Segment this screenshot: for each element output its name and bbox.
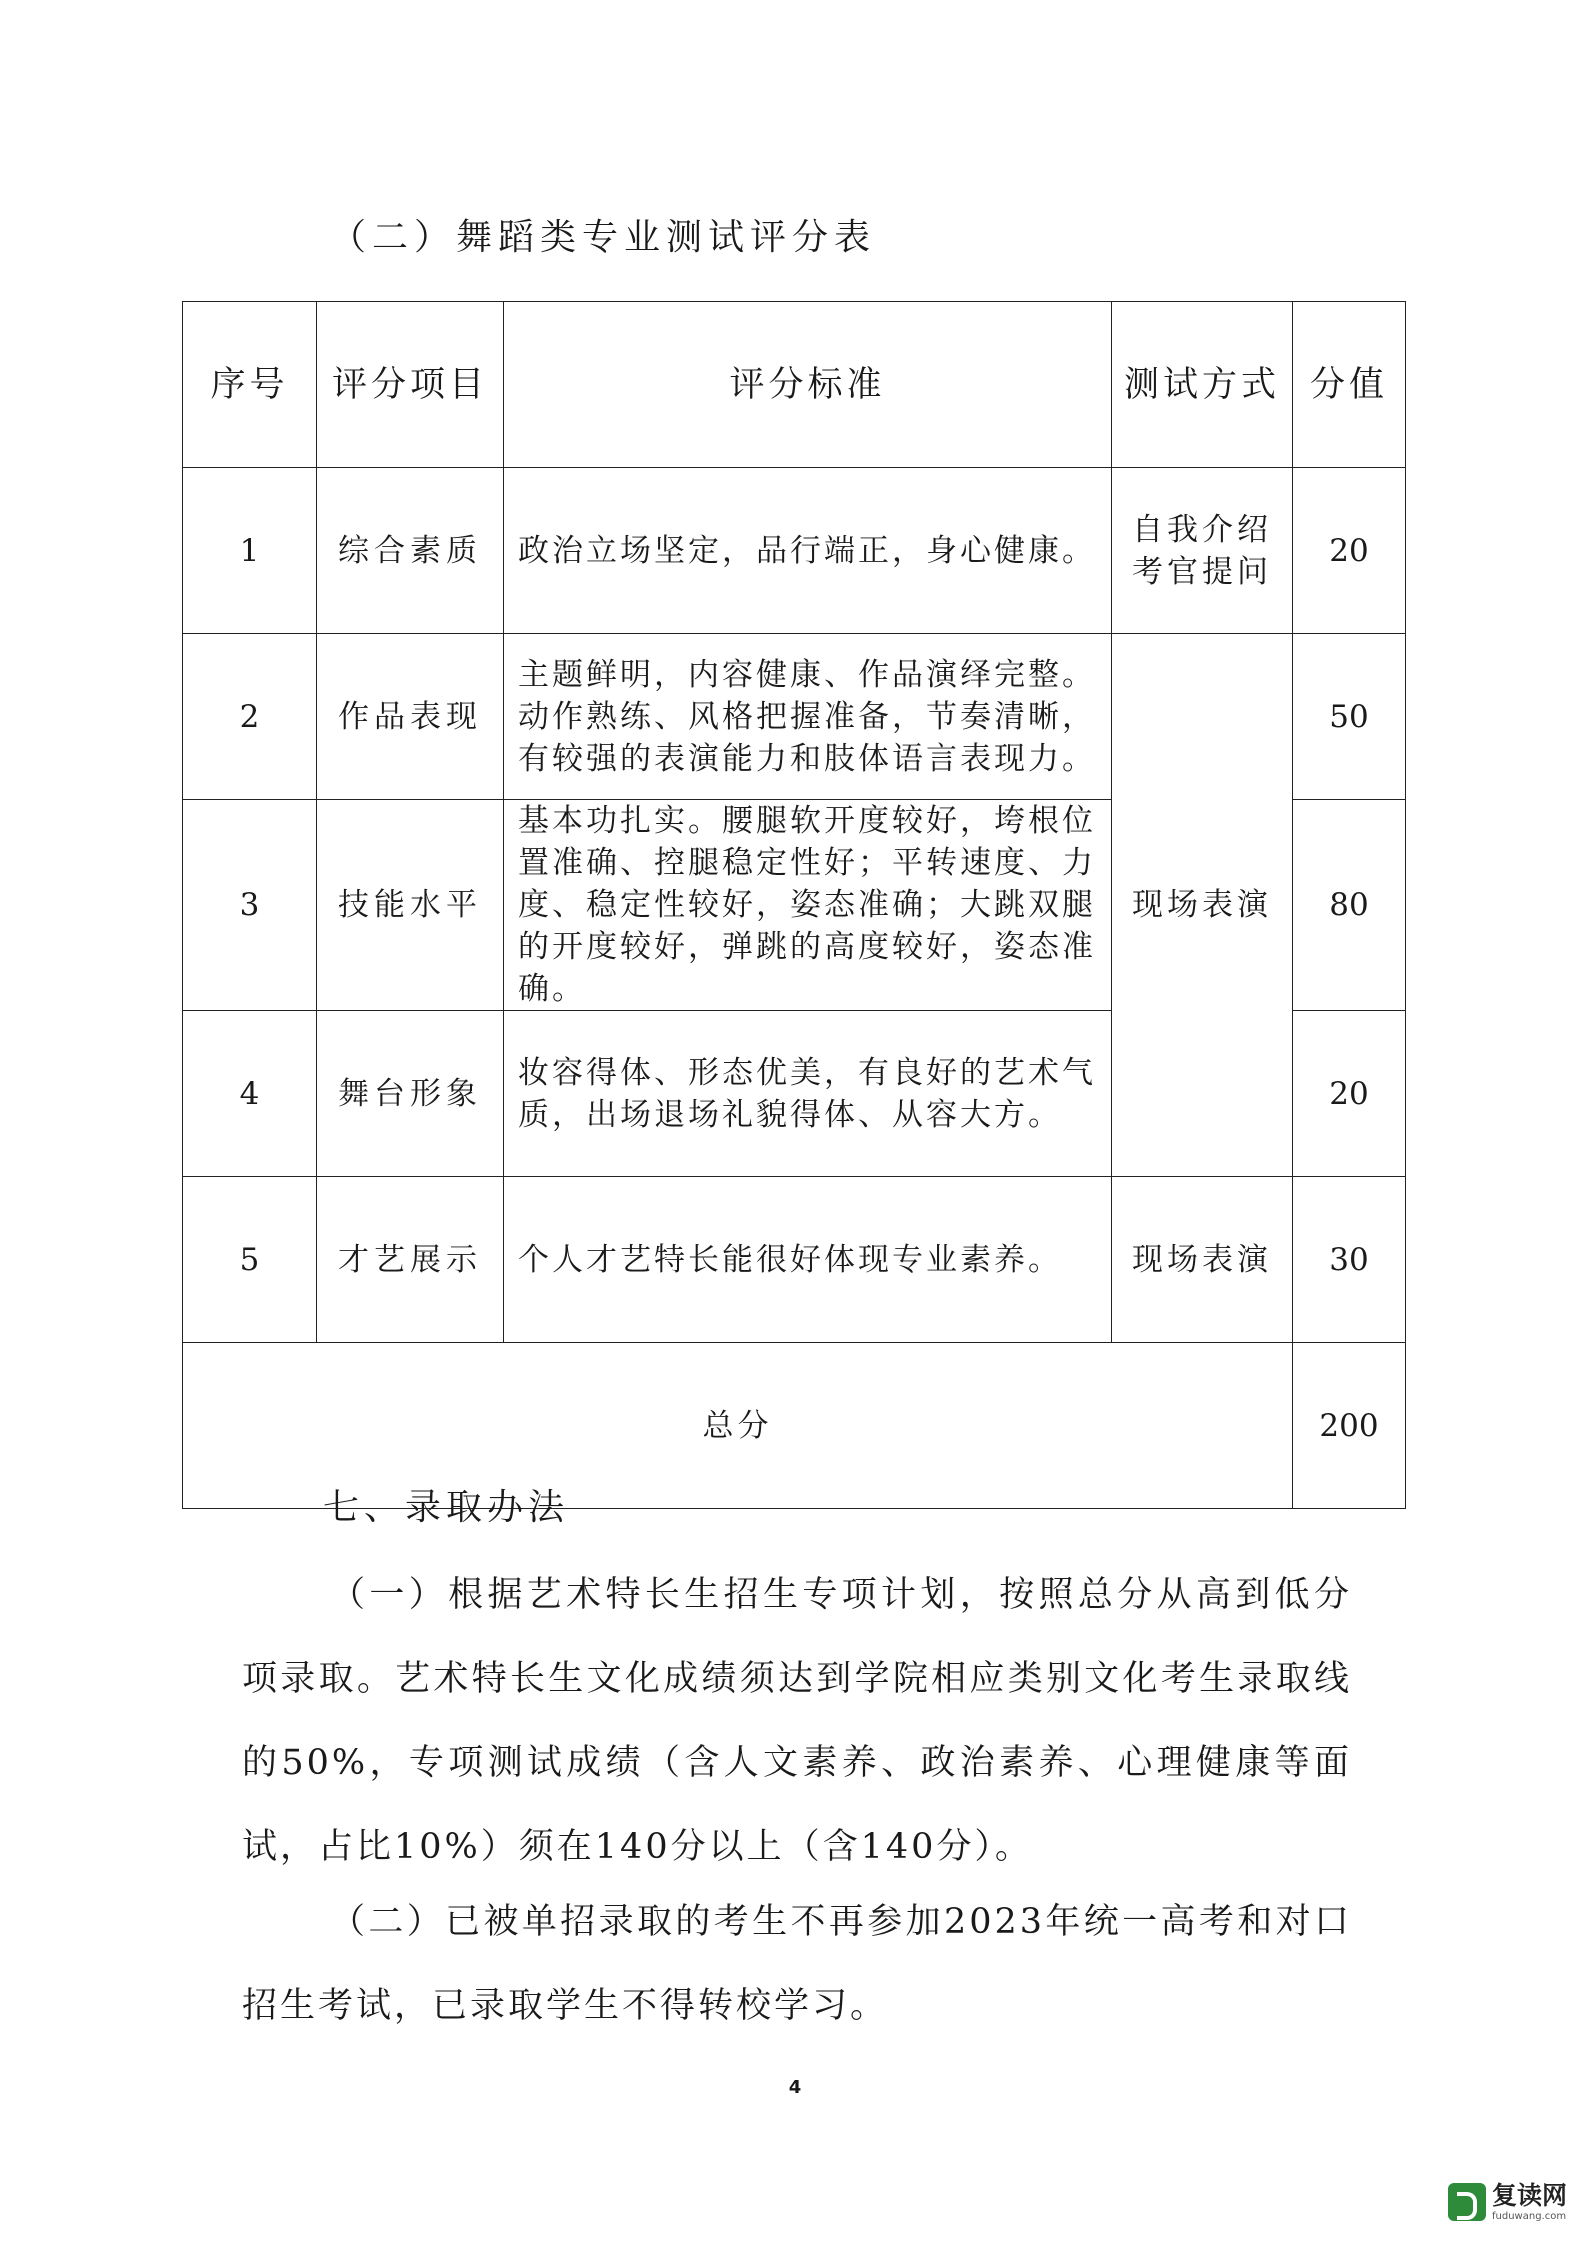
total-value: 200 [1293,1343,1406,1509]
scoring-table [182,301,1406,1509]
watermark-logo [1448,2170,1578,2234]
table-header-row [183,302,1406,468]
row-method-merged: 现场表演 [1112,634,1293,1177]
row-no: 1 [183,468,317,634]
row-item: 才艺展示 [317,1177,504,1343]
row-item: 作品表现 [317,634,504,800]
row-no: 5 [183,1177,317,1343]
row-item: 舞台形象 [317,1011,504,1177]
row-method [1112,468,1293,634]
method-line: 考官提问 [1132,553,1272,590]
row-criteria: 政治立场坚定，品行端正，身心健康。 [504,468,1112,634]
row-score: 80 [1293,800,1406,1011]
header-method: 测试方式 [1112,302,1293,468]
header-score: 分值 [1293,302,1406,468]
row-no: 4 [183,1011,317,1177]
total-label: 总分 [183,1343,1293,1509]
header-criteria: 评分标准 [504,302,1112,468]
section-title: （二）舞蹈类专业测试评分表 [330,217,877,258]
row-no: 3 [183,800,317,1011]
watermark-name: 复读网 [1492,2180,1568,2210]
row-criteria: 个人才艺特长能很好体现专业素养。 [504,1177,1112,1343]
row-criteria: 主题鲜明，内容健康、作品演绎完整。动作熟练、风格把握准备，节奏清晰，有较强的表演能力和肢体语言表现力。 [504,634,1112,800]
method-line: 自我介绍 [1132,511,1272,548]
logo-icon [1448,2183,1486,2221]
row-score: 20 [1293,1011,1406,1177]
row-score: 50 [1293,634,1406,800]
page-number: 4 [788,2077,802,2098]
paragraph-admission-1: （一）根据艺术特长生招生专项计划，按照总分从高到低分项录取。艺术特长生文化成绩须达到学院相应类别文化考生录取线的50%，专项测试成绩（含人文素养、政治素养、心理健康等面试，占比10%）须在140分以上（含140分）。 [242,1575,1352,1867]
table-row [183,468,1406,634]
row-method: 现场表演 [1112,1177,1293,1343]
header-no: 序号 [183,302,317,468]
table-row [183,634,1406,800]
row-item: 综合素质 [317,468,504,634]
section-heading-admission: 七、录取办法 [323,1487,570,1528]
row-criteria: 妆容得体、形态优美，有良好的艺术气质，出场退场礼貌得体、从容大方。 [504,1011,1112,1177]
watermark-url: fuduwang.com [1492,2210,1567,2222]
row-score: 20 [1293,468,1406,634]
header-item: 评分项目 [317,302,504,468]
row-score: 30 [1293,1177,1406,1343]
table-row [183,1177,1406,1343]
row-no: 2 [183,634,317,800]
row-criteria: 基本功扎实。腰腿软开度较好，垮根位置准确、控腿稳定性好；平转速度、力度、稳定性较好，姿态准确；大跳双腿的开度较好，弹跳的高度较好，姿态准确。 [504,800,1112,1011]
paragraph-admission-2: （二）已被单招录取的考生不再参加2023年统一高考和对口招生考试，已录取学生不得转校学习。 [242,1902,1352,2026]
row-item: 技能水平 [317,800,504,1011]
